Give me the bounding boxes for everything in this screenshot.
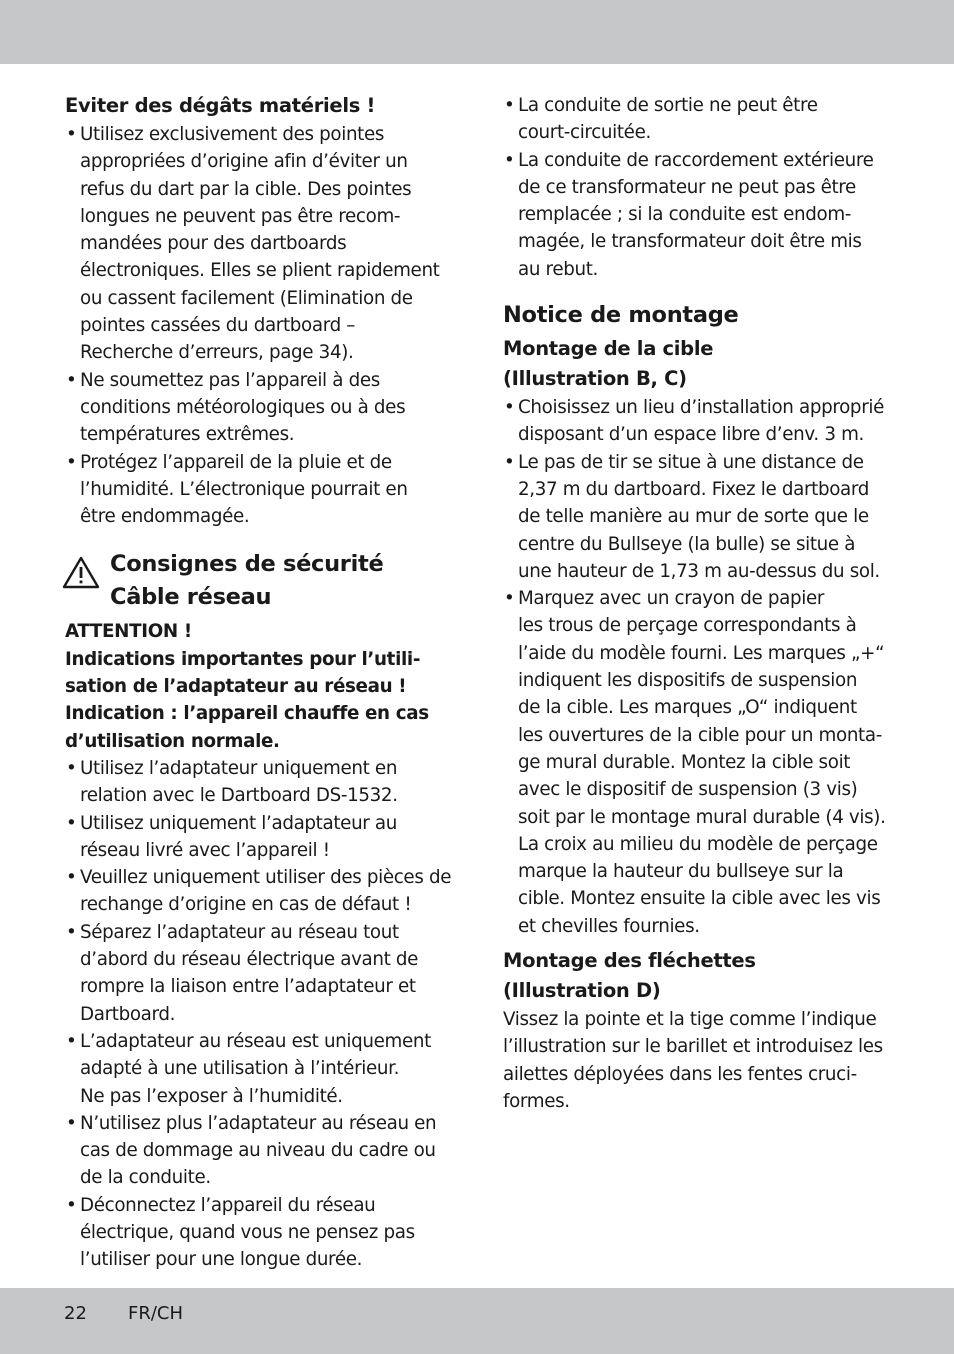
list-item: • Utilisez l’adaptateur uniquement en relation avec le Dartboard DS-1532. (65, 755, 460, 810)
locale-label: FR/CH (128, 1303, 184, 1324)
list-item: • La conduite de sortie ne peut être court-circuitée. (503, 92, 895, 147)
dart-mounting-paragraph: Vissez la pointe et la tige comme l’indique l’illustration sur le barillet et introduisez les ailettes déployées dans les fentes cruci- formes. (503, 1009, 883, 1112)
list-item: • La conduite de raccordement extérieure de ce transformateur ne peut pas être remplacée ; si la conduite est endom- magée, le transformateur doit être mis au rebut. (503, 147, 895, 283)
power-adapter-list (65, 755, 460, 1274)
list-item: • Déconnectez l’appareil du réseau électrique, quand vous ne pensez pas l’utiliser pour une longue durée. (65, 1192, 460, 1274)
attention-block (65, 618, 460, 754)
list-item: • Utilisez exclusivement des pointes appropriées d’origine afin d’éviter un refus du dart par la cible. Des pointes longues ne peuvent pas être recom- mandées pour des dartboards électroniques. Elles se plient rapidement ou cassent facilement (Elimination de pointes cassées du dartboard – Recherche d’erreurs, page 34). (65, 121, 460, 367)
important-notes: Indications importantes pour l’utili- sation de l’adaptateur au réseau ! (65, 648, 421, 698)
safety-section (65, 548, 460, 614)
target-mounting-list (503, 394, 895, 940)
heading-material-damage: Eviter des dégâts matériels ! (65, 94, 376, 117)
header-band (0, 0, 954, 64)
list-item: • Le pas de tir se situe à une distance de 2,37 m du dartboard. Fixez le dartboard de telle manière au mur de sorte que le centre du Bullseye (la bulle) se situe à une hauteur de 1,73 m au-dessus du sol. (503, 449, 895, 585)
left-column (65, 91, 460, 1274)
list-item: • Veuillez uniquement utiliser des pièces de rechange d’origine en cas de défaut ! (65, 864, 460, 919)
list-item: • Utilisez uniquement l’adaptateur au réseau livré avec l’appareil ! (65, 810, 460, 865)
list-item: • Séparez l’adaptateur au réseau tout d’abord du réseau électrique avant de rompre la liaison entre l’adaptateur et Dartboard. (65, 919, 460, 1028)
attention-label: ATTENTION ! (65, 621, 192, 643)
heat-note: Indication : l’appareil chauffe en cas d’utilisation normale. (65, 703, 429, 752)
list-item: • Choisissez un lieu d’installation approprié disposant d’un espace libre d’env. 3 m. (503, 394, 895, 449)
list-item: • Ne soumettez pas l’appareil à des conditions météorologiques ou à des températures extrêmes. (65, 367, 460, 449)
warning-triangle-icon (62, 556, 100, 589)
right-column (503, 92, 895, 1115)
heading-target-mounting: Montage de la cible (Illustration B, C) (503, 337, 714, 391)
cable-list-continued (503, 92, 895, 283)
heading-safety-power-cable: Consignes de sécurité Câble réseau (110, 551, 384, 611)
list-item: • N’utilisez plus l’adaptateur au réseau en cas de dommage au niveau du cadre ou de la conduite. (65, 1110, 460, 1192)
material-damage-list (65, 121, 460, 530)
list-item: • Protégez l’appareil de la pluie et de l’humidité. L’électronique pourrait en être endommagée. (65, 449, 460, 531)
list-item: • Marquez avec un crayon de papier les trous de perçage correspondants à l’aide du modèle fourni. Les marques „+“ indiquent les dispositifs de suspension de la cible. Les marques „O“ indiquent les ouvertures de la cible pour un monta- ge mural durable. Montez la cible soit avec le dispositif de suspension (3 vis) soit par le montage mural durable (4 vis). La croix au milieu du modèle de perçage marque la hauteur du bullseye sur la cible. Montez ensuite la cible avec les vis et chevilles fournies. (503, 585, 895, 940)
heading-dart-mounting: Montage des fléchettes (Illustration D) (503, 949, 756, 1003)
page-number: 22 (64, 1303, 87, 1324)
heading-assembly-instructions: Notice de montage (503, 302, 739, 329)
list-item: • L’adaptateur au réseau est uniquement adapté à une utilisation à l’intérieur. Ne pas l’exposer à l’humidité. (65, 1028, 460, 1110)
